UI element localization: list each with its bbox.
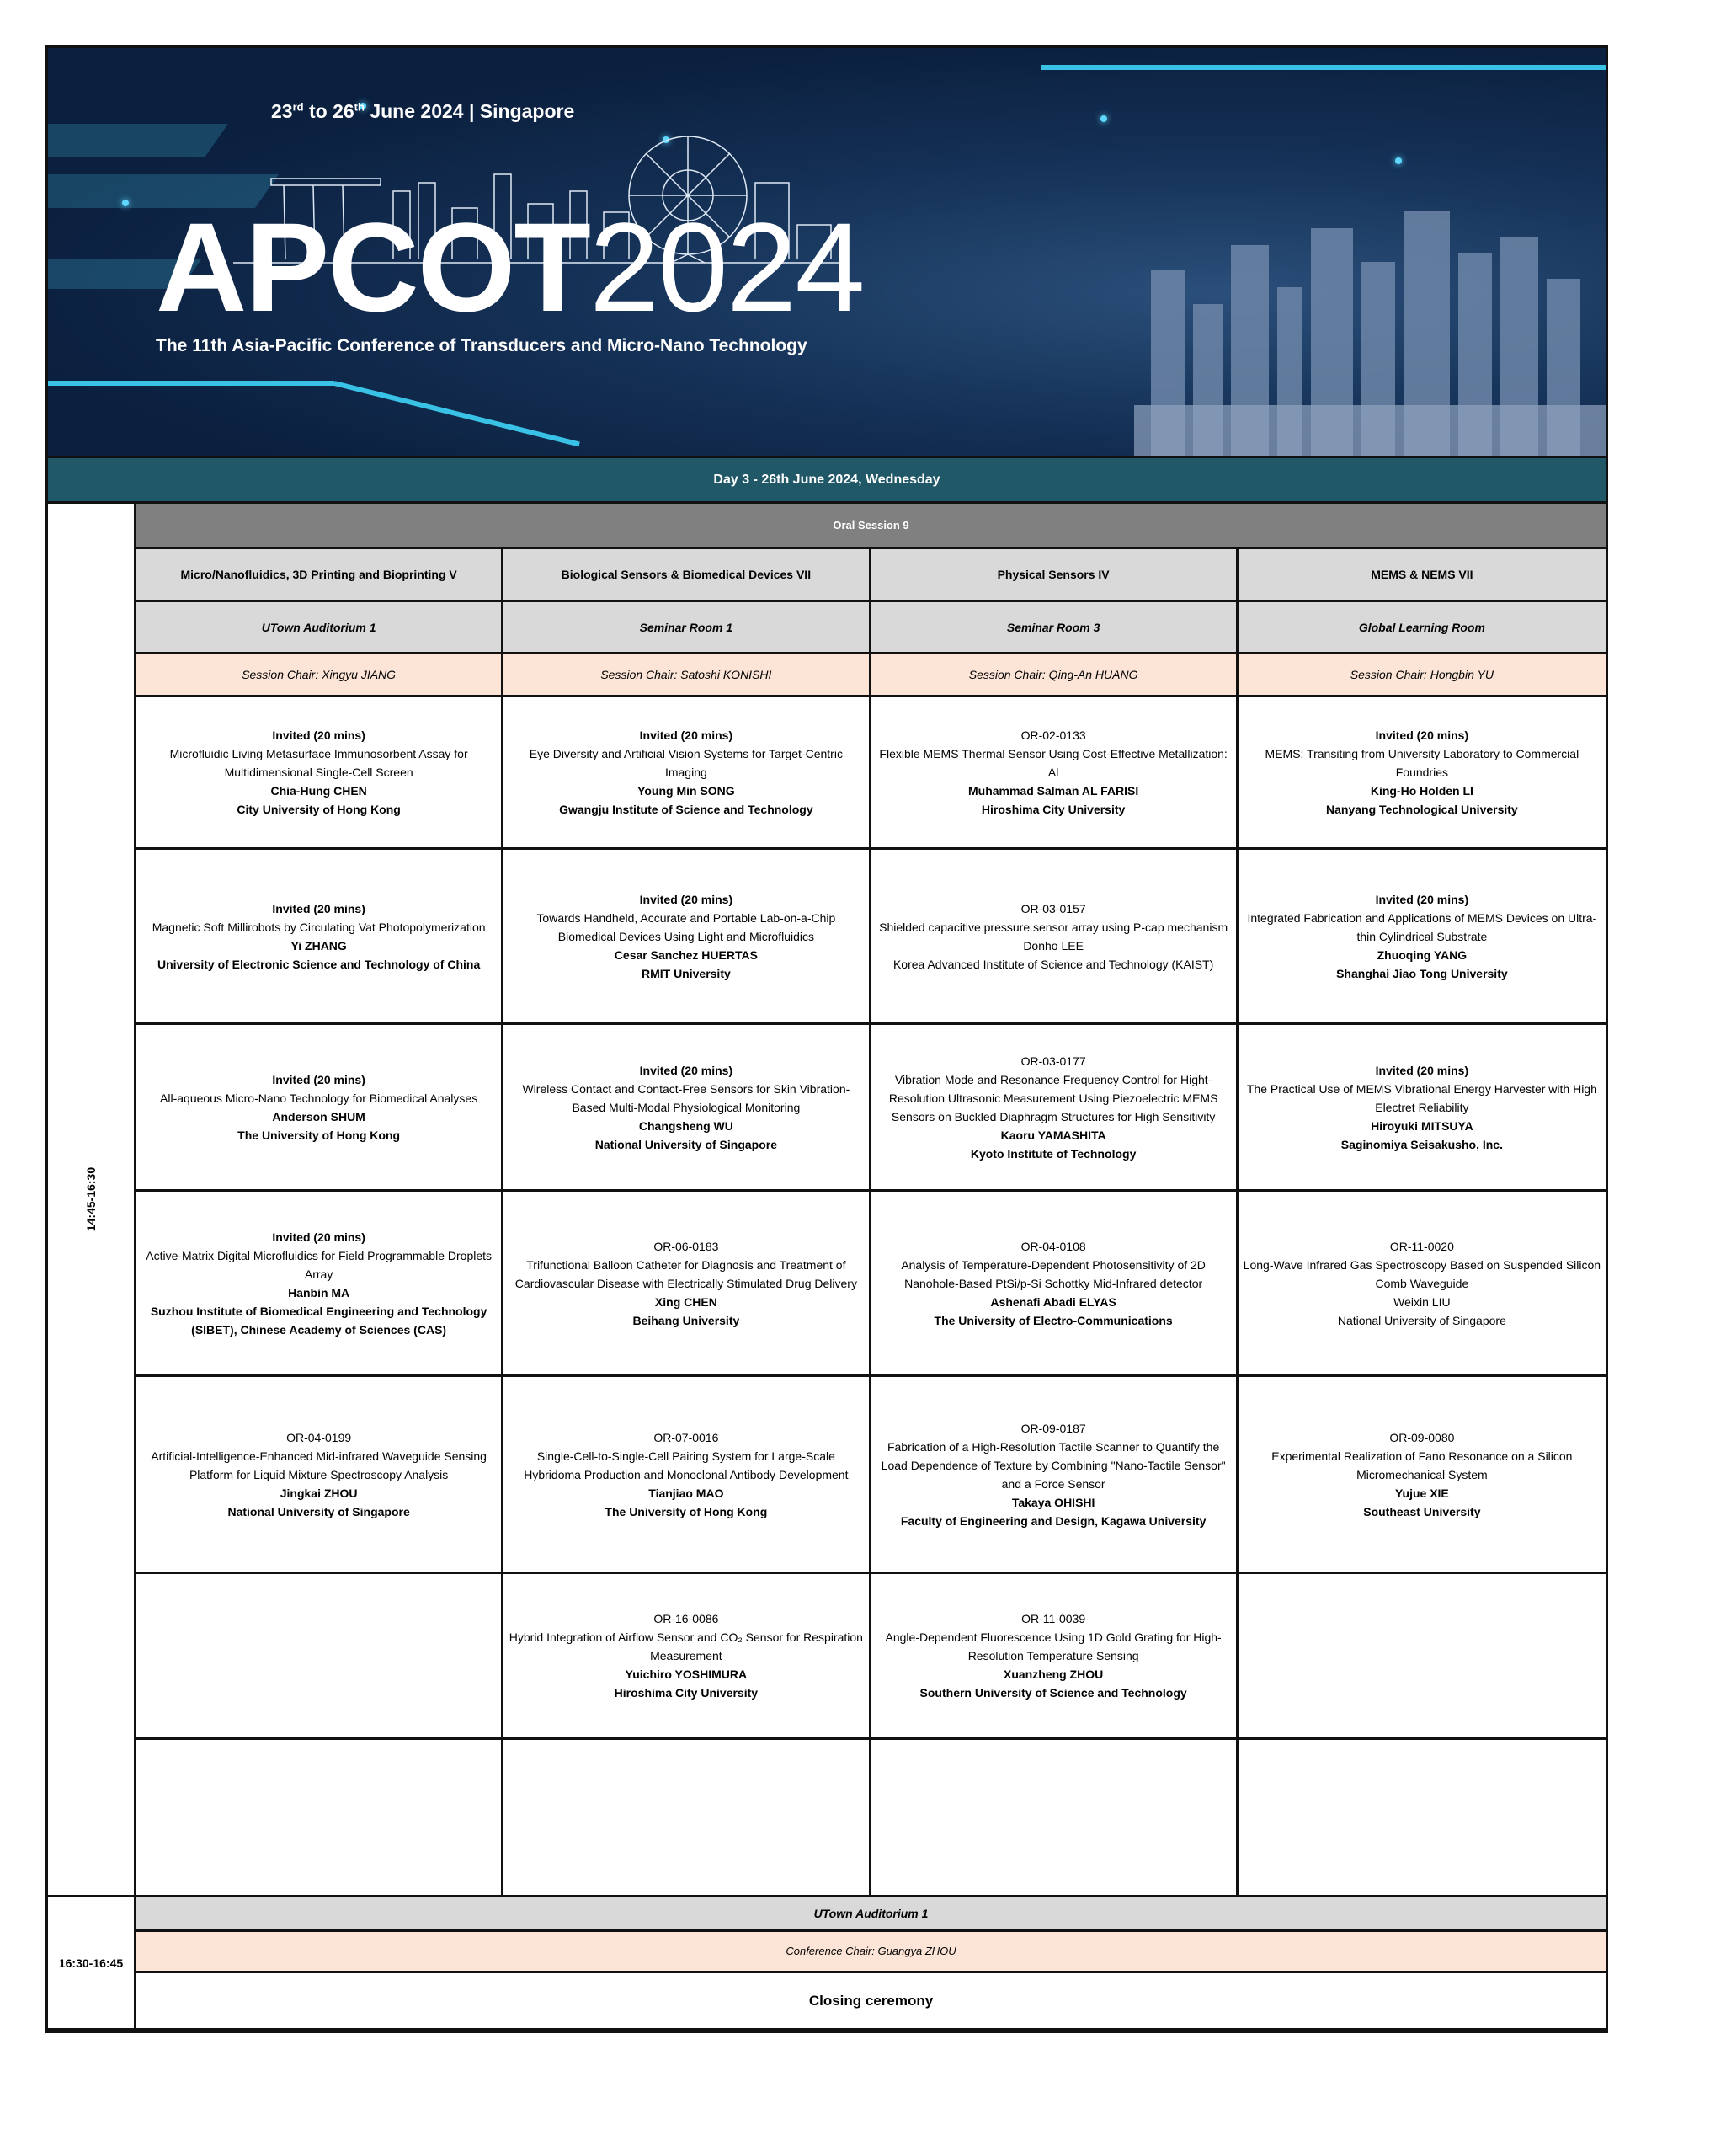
programme-page — [45, 45, 1608, 2033]
talk-tag: OR-07-0016 — [653, 1430, 719, 1444]
talk-cell — [1239, 850, 1606, 1025]
talk-affiliation: Southern University of Science and Technology — [919, 1686, 1187, 1700]
talk-title: Vibration Mode and Resonance Frequency Control for Hight-Resolution Ultrasonic Measurement Using Piezoelectric MEMS Sensors on Buckled Diaphragm Structures for High Sensitivity — [888, 1072, 1218, 1123]
talk-title: Long-Wave Infrared Gas Spectroscopy Based on Suspended Silicon Comb Waveguide — [1243, 1257, 1601, 1290]
city-skyline-photo — [1134, 178, 1606, 456]
talk-author: Kaoru YAMASHITA — [1000, 1128, 1106, 1142]
talk-cell — [503, 1574, 871, 1740]
talk-tag: OR-09-0187 — [1020, 1421, 1086, 1435]
conference-logo-title: APCOT2024 — [156, 196, 864, 338]
talk-affiliation: National University of Singapore — [594, 1137, 777, 1151]
talk-author: Takaya OHISHI — [1011, 1495, 1095, 1509]
track-title: MEMS & NEMS VII — [1239, 549, 1606, 602]
talk-author: Xuanzheng ZHOU — [1004, 1668, 1104, 1681]
oral-session-title: Oral Session 9 — [136, 504, 1606, 549]
track-chair: Session Chair: Qing-An HUANG — [871, 654, 1239, 697]
talk-cell — [503, 850, 871, 1025]
talk-author: Young Min SONG — [637, 784, 735, 798]
talk-tag: Invited (20 mins) — [272, 1072, 365, 1086]
talk-title: Single-Cell-to-Single-Cell Pairing System for Large-Scale Hybridoma Production and Monoclonal Antibody Development — [524, 1449, 849, 1481]
conference-dates: 23rd to 26th June 2024 | Singapore — [271, 100, 575, 122]
talk-tag: OR-09-0080 — [1389, 1430, 1455, 1444]
talk-cell — [503, 1025, 871, 1192]
track-room: UTown Auditorium 1 — [136, 602, 503, 654]
track-title: Biological Sensors & Biomedical Devices VII — [503, 549, 871, 602]
talk-title: Analysis of Temperature-Dependent Photosensitivity of 2D Nanohole-Based PtSi/p-Si Schottky Mid-Infrared detector — [901, 1257, 1206, 1290]
talk-cell — [1239, 1025, 1606, 1192]
talk-author: Muhammad Salman AL FARISI — [967, 784, 1139, 798]
talk-affiliation: Kyoto Institute of Technology — [970, 1146, 1137, 1161]
talk-tag: Invited (20 mins) — [639, 1063, 733, 1077]
talk-author: Tianjiao MAO — [648, 1486, 724, 1500]
empty-slot — [136, 1740, 503, 1897]
talk-title: Eye Diversity and Artificial Vision Systems for Target-Centric Imaging — [529, 747, 843, 779]
talk-author: Changsheng WU — [638, 1118, 733, 1133]
talk-tag: Invited (20 mins) — [639, 892, 733, 906]
talk-title: Angle-Dependent Fluorescence Using 1D Gold Grating for High-Resolution Temperature Sensing — [885, 1630, 1222, 1662]
talk-cell — [503, 1377, 871, 1574]
talk-affiliation: The University of Hong Kong — [237, 1128, 401, 1142]
talk-affiliation: Hiroshima City University — [981, 803, 1126, 816]
track-chair: Session Chair: Hongbin YU — [1239, 654, 1606, 697]
conference-banner — [45, 45, 1608, 456]
talk-tag: Invited (20 mins) — [272, 901, 365, 915]
track-chair: Session Chair: Xingyu JIANG — [136, 654, 503, 697]
talk-tag: OR-04-0108 — [1020, 1239, 1086, 1253]
talk-tag: Invited (20 mins) — [272, 1230, 365, 1244]
closing-room: UTown Auditorium 1 — [136, 1897, 1606, 1932]
closing-chair: Conference Chair: Guangya ZHOU — [136, 1932, 1606, 1973]
talk-title: Towards Handheld, Accurate and Portable Lab-on-a-Chip Biomedical Devices Using Light and Microfluidics — [536, 910, 836, 943]
talk-cell — [136, 697, 503, 850]
talk-affiliation: Southeast University — [1363, 1504, 1481, 1518]
talk-cell — [1239, 1377, 1606, 1574]
talk-tag: OR-11-0020 — [1389, 1239, 1454, 1253]
talk-cell — [503, 1192, 871, 1377]
talk-affiliation: Faculty of Engineering and Design, Kagawa University — [900, 1513, 1207, 1528]
empty-slot — [1239, 1740, 1606, 1897]
talk-affiliation: Beihang University — [632, 1313, 740, 1327]
talk-author: Anderson SHUM — [272, 1109, 365, 1123]
talk-affiliation: RMIT University — [641, 966, 731, 980]
talk-tag: OR-16-0086 — [653, 1612, 719, 1625]
talk-cell — [136, 1377, 503, 1574]
talk-author: Yuichiro YOSHIMURA — [625, 1668, 748, 1681]
talk-title: Wireless Contact and Contact-Free Sensors for Skin Vibration-Based Multi-Modal Physiological Monitoring — [522, 1081, 850, 1114]
talk-title: Fabrication of a High-Resolution Tactile Scanner to Quantify the Load Dependence of Texture by Combining "Nano-Tactile Sensor" and a Force Sensor — [881, 1439, 1226, 1491]
talk-tag: OR-06-0183 — [653, 1239, 719, 1253]
talk-affiliation: Nanyang Technological University — [1326, 803, 1518, 816]
talk-affiliation: University of Electronic Science and Technology of China — [157, 957, 481, 971]
talk-author: Ashenafi Abadi ELYAS — [990, 1294, 1116, 1309]
talk-cell — [136, 1192, 503, 1377]
closing-time-cell — [48, 1897, 136, 2031]
empty-slot — [136, 1574, 503, 1740]
talk-tag: Invited (20 mins) — [1375, 892, 1469, 906]
talk-affiliation: Korea Advanced Institute of Science and Technology (KAIST) — [892, 957, 1214, 971]
empty-slot — [503, 1740, 871, 1897]
talk-tag: OR-04-0199 — [286, 1430, 352, 1444]
talk-affiliation: Shanghai Jiao Tong University — [1336, 966, 1508, 980]
talk-tag: OR-03-0177 — [1020, 1054, 1086, 1068]
closing-ceremony-title: Closing ceremony — [136, 1973, 1606, 2031]
talk-author: Yujue XIE — [1394, 1486, 1449, 1500]
talk-affiliation: The University of Electro-Communications — [934, 1313, 1173, 1327]
track-title: Physical Sensors IV — [871, 549, 1239, 602]
talk-cell — [136, 1025, 503, 1192]
talk-affiliation: Gwangju Institute of Science and Technology — [559, 803, 813, 816]
talk-tag: Invited (20 mins) — [272, 728, 365, 742]
talk-author: Xing CHEN — [654, 1294, 717, 1309]
closing-time-label: 16:30-16:45 — [58, 1956, 124, 1970]
conference-subtitle: The 11th Asia-Pacific Conference of Transducers and Micro-Nano Technology — [156, 336, 807, 355]
talk-cell — [871, 1574, 1239, 1740]
talk-tag: OR-02-0133 — [1020, 728, 1086, 742]
track-title: Micro/Nanofluidics, 3D Printing and Bioprinting V — [136, 549, 503, 602]
talk-title: Active-Matrix Digital Microfluidics for Field Programmable Droplets Array — [146, 1248, 493, 1281]
talk-cell — [871, 697, 1239, 850]
talk-title: MEMS: Transiting from University Laboratory to Commercial Foundries — [1265, 747, 1579, 779]
talk-author: Hanbin MA — [288, 1285, 350, 1299]
talk-author: Cesar Sanchez HUERTAS — [614, 947, 758, 962]
talk-author: Donho LEE — [1023, 938, 1084, 953]
talk-affiliation: City University of Hong Kong — [237, 803, 401, 816]
track-room: Seminar Room 3 — [871, 602, 1239, 654]
talk-affiliation: National University of Singapore — [1337, 1313, 1506, 1327]
track-room: Global Learning Room — [1239, 602, 1606, 654]
talk-cell — [871, 1377, 1239, 1574]
talk-tag: OR-03-0157 — [1020, 901, 1086, 915]
talk-tag: Invited (20 mins) — [1375, 1063, 1469, 1077]
talk-title: Hybrid Integration of Airflow Sensor and CO₂ Sensor for Respiration Measurement — [509, 1630, 863, 1662]
talk-title: The Practical Use of MEMS Vibrational Energy Harvester with High Electret Reliability — [1246, 1081, 1597, 1114]
talk-author: King-Ho Holden LI — [1370, 784, 1473, 798]
session-time-cell — [48, 504, 136, 1897]
day-header: Day 3 - 26th June 2024, Wednesday — [45, 456, 1608, 504]
talk-author: Yi ZHANG — [290, 938, 347, 953]
talk-title: Trifunctional Balloon Catheter for Diagnosis and Treatment of Cardiovascular Disease with Electrically Stimulated Drug Delivery — [514, 1257, 857, 1290]
talk-author: Hiroyuki MITSUYA — [1371, 1118, 1473, 1133]
talk-tag: OR-11-0039 — [1021, 1612, 1086, 1625]
talk-cell — [871, 1025, 1239, 1192]
talk-title: Shielded capacitive pressure sensor array using P-cap mechanism — [879, 920, 1228, 934]
talk-affiliation: Hiroshima City University — [614, 1686, 759, 1700]
talk-title: Artificial-Intelligence-Enhanced Mid-infrared Waveguide Sensing Platform for Liquid Mixture Spectroscopy Analysis — [151, 1449, 487, 1481]
talk-author: Zhuoqing YANG — [1377, 947, 1468, 962]
talk-cell — [503, 697, 871, 850]
talk-author: Chia-Hung CHEN — [270, 784, 367, 798]
talk-tag: Invited (20 mins) — [1375, 728, 1469, 742]
talk-cell — [1239, 697, 1606, 850]
talk-cell — [871, 850, 1239, 1025]
talk-tag: Invited (20 mins) — [639, 728, 733, 742]
talk-affiliation: Suzhou Institute of Biomedical Engineering and Technology (SIBET), Chinese Academy of Sciences (CAS) — [150, 1304, 487, 1337]
talk-title: Microfluidic Living Metasurface Immunosorbent Assay for Multidimensional Single-Cell Screen — [169, 747, 468, 779]
talk-cell — [871, 1192, 1239, 1377]
talk-title: Integrated Fabrication and Applications of MEMS Devices on Ultra-thin Cylindrical Substrate — [1247, 910, 1597, 943]
talk-title: Experimental Realization of Fano Resonance on a Silicon Micromechanical System — [1271, 1449, 1573, 1481]
talk-affiliation: Saginomiya Seisakusho, Inc. — [1340, 1137, 1503, 1151]
schedule-table — [45, 504, 1608, 2033]
session-time-label: 14:45-16:30 — [84, 1166, 98, 1232]
track-chair: Session Chair: Satoshi KONISHI — [503, 654, 871, 697]
talk-title: Magnetic Soft Millirobots by Circulating Vat Photopolymerization — [152, 920, 486, 934]
talk-affiliation: The University of Hong Kong — [605, 1504, 768, 1518]
talk-author: Jingkai ZHOU — [280, 1486, 358, 1500]
talk-author: Weixin LIU — [1393, 1294, 1451, 1309]
talk-affiliation: National University of Singapore — [227, 1504, 410, 1518]
track-room: Seminar Room 1 — [503, 602, 871, 654]
talk-cell — [136, 850, 503, 1025]
empty-slot — [871, 1740, 1239, 1897]
empty-slot — [1239, 1574, 1606, 1740]
talk-cell — [1239, 1192, 1606, 1377]
talk-title: All-aqueous Micro-Nano Technology for Biomedical Analyses — [160, 1091, 478, 1105]
talk-title: Flexible MEMS Thermal Sensor Using Cost-Effective Metallization: Al — [879, 747, 1228, 779]
